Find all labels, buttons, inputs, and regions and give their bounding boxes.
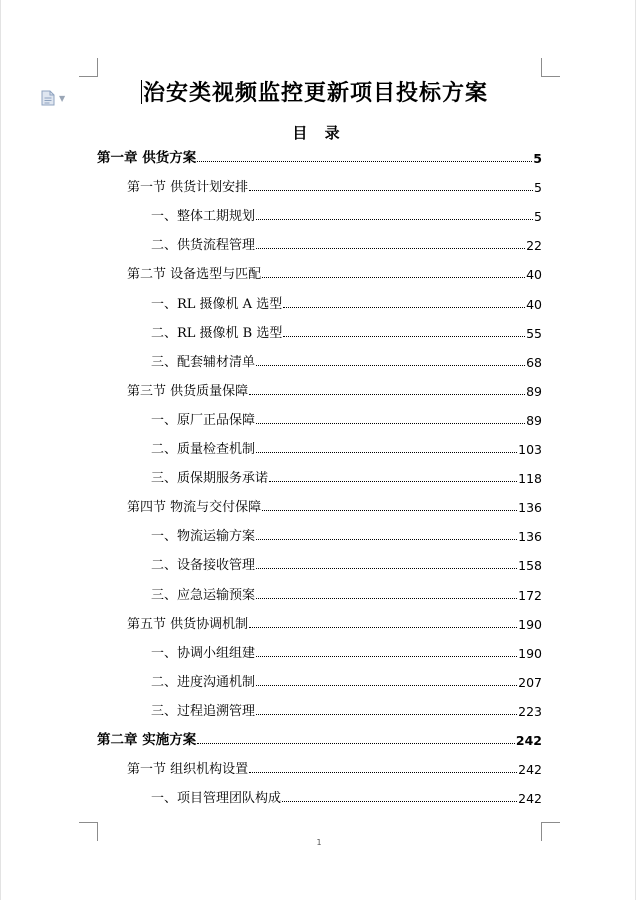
chevron-down-icon: ▼	[59, 93, 66, 103]
toc-heading: 目 录	[292, 124, 346, 142]
toc-leader-dots	[249, 393, 525, 395]
toc-entry-label: 二、设备接收管理	[151, 558, 256, 574]
toc-entry-page: 5	[534, 180, 542, 196]
toc-entry-page: 190	[518, 645, 542, 661]
toc-entry-page: 158	[518, 558, 542, 574]
toc-entry[interactable]	[151, 321, 542, 343]
toc-entry-page: 242	[518, 791, 542, 807]
toc-entry-label: 一、物流运输方案	[151, 529, 256, 545]
toc-leader-dots	[256, 538, 517, 540]
crop-mark-top-left	[79, 58, 98, 77]
toc-leader-dots	[256, 713, 517, 715]
toc-entry-label: 二、RL 摄像机 B 选型	[151, 325, 283, 341]
document-icon	[41, 90, 55, 106]
toc-leader-dots	[249, 626, 517, 628]
toc-entry[interactable]	[127, 175, 542, 197]
toc-entry[interactable]	[151, 641, 542, 663]
toc-entry[interactable]	[151, 233, 542, 255]
toc-entry-page: 55	[526, 325, 542, 341]
toc-entry[interactable]	[151, 553, 542, 575]
toc-entry-label: 二、供货流程管理	[151, 238, 256, 254]
document-title[interactable]	[141, 76, 521, 107]
toc-entry-label: 一、整体工期规划	[151, 209, 256, 225]
toc-entry-label: 三、过程追溯管理	[151, 703, 256, 719]
toc-entry[interactable]	[151, 350, 542, 372]
toc-entry-label: 二、进度沟通机制	[151, 674, 256, 690]
toc-entry-label: 第四节 物流与交付保障	[127, 500, 262, 516]
toc-entry-label: 第二章 实施方案	[97, 732, 197, 748]
toc-entry[interactable]	[127, 262, 542, 284]
toc-entry-page: 136	[518, 529, 542, 545]
toc-entry[interactable]	[127, 495, 542, 517]
toc-entry[interactable]	[151, 524, 542, 546]
toc-entry[interactable]	[151, 204, 542, 226]
toc-entry-page: 242	[518, 762, 542, 778]
toc-leader-dots	[262, 509, 517, 511]
toc-entry[interactable]	[127, 379, 542, 401]
toc-entry[interactable]	[127, 757, 542, 779]
toc-entry-label: 第一节 组织机构设置	[127, 762, 249, 778]
toc-entry-page: 242	[515, 733, 542, 748]
toc-entry[interactable]	[127, 612, 542, 634]
toc-entry-label: 第一章 供货方案	[97, 150, 197, 166]
toc-leader-dots	[256, 247, 525, 249]
toc-entry[interactable]	[151, 786, 542, 808]
toc-leader-dots	[256, 218, 533, 220]
page-number: 1	[316, 838, 322, 847]
toc-entry-page: 89	[526, 383, 542, 399]
toc-entry-page: 5	[534, 209, 542, 225]
toc-leader-dots	[256, 364, 525, 366]
toc-entry-label: 第五节 供货协调机制	[127, 616, 249, 632]
document-title-text: 治安类视频监控更新项目投标方案	[143, 80, 489, 106]
toc-entry-page: 68	[526, 354, 542, 370]
toc-entry-page: 136	[518, 500, 542, 516]
toc-entry-page: 172	[518, 587, 542, 603]
toc-entry-label: 一、RL 摄像机 A 选型	[151, 296, 283, 312]
text-cursor	[141, 80, 142, 104]
toc-leader-dots	[197, 160, 532, 162]
toc-leader-dots	[256, 451, 517, 453]
toc-entry[interactable]	[151, 583, 542, 605]
toc-entry-label: 二、质量检查机制	[151, 442, 256, 457]
toc-entry-page: 207	[518, 674, 542, 690]
toc-entry-page: 190	[518, 616, 542, 632]
toc-entry-label: 一、协调小组组建	[151, 645, 256, 661]
toc-entry-page: 118	[518, 471, 542, 487]
toc-leader-dots	[256, 597, 517, 599]
toc-entry[interactable]	[151, 292, 542, 314]
toc-entry-page: 40	[526, 296, 542, 312]
toc-entry[interactable]	[97, 728, 542, 750]
toc-leader-dots	[249, 189, 533, 191]
toc-leader-dots	[282, 800, 517, 802]
toc-leader-dots	[262, 276, 525, 278]
toc-leader-dots	[256, 422, 525, 424]
toc-leader-dots	[249, 771, 517, 773]
toc-leader-dots	[256, 567, 517, 569]
crop-mark-top-right	[541, 58, 560, 77]
toc-entry-page: 103	[518, 442, 542, 457]
toc-entry-page: 223	[518, 703, 542, 719]
toc-entry-page: 5	[533, 151, 542, 166]
toc-leader-dots	[283, 335, 525, 337]
toc-entry[interactable]	[151, 408, 542, 430]
toc-entry-label: 第一节 供货计划安排	[127, 180, 249, 196]
toc-leader-dots	[256, 684, 517, 686]
toc-entry[interactable]	[151, 670, 542, 692]
toc-entry-label: 第三节 供货质量保障	[127, 383, 249, 399]
toc-entry-label: 三、质保期服务承诺	[151, 471, 269, 487]
toc-entry-page: 40	[526, 267, 542, 283]
toc-entry[interactable]	[151, 699, 542, 721]
toc-entry-page: 89	[526, 412, 542, 428]
toc-entry-page: 22	[526, 238, 542, 254]
toc-entry[interactable]	[151, 437, 542, 459]
toc-entry-label: 一、原厂正品保障	[151, 412, 256, 428]
toc-entry-label: 三、配套辅材清单	[151, 354, 256, 370]
toc-entry-label: 三、应急运输预案	[151, 587, 256, 603]
toc-entry-label: 第二节 设备选型与匹配	[127, 267, 262, 283]
toc-entry[interactable]	[97, 146, 542, 168]
toc-leader-dots	[197, 742, 515, 744]
toc-entry[interactable]	[151, 466, 542, 488]
toc-entry-label: 一、项目管理团队构成	[151, 791, 282, 807]
document-menu-button[interactable]	[41, 90, 65, 106]
toc-leader-dots	[283, 306, 525, 308]
toc-leader-dots	[269, 480, 517, 482]
toc-leader-dots	[256, 655, 517, 657]
